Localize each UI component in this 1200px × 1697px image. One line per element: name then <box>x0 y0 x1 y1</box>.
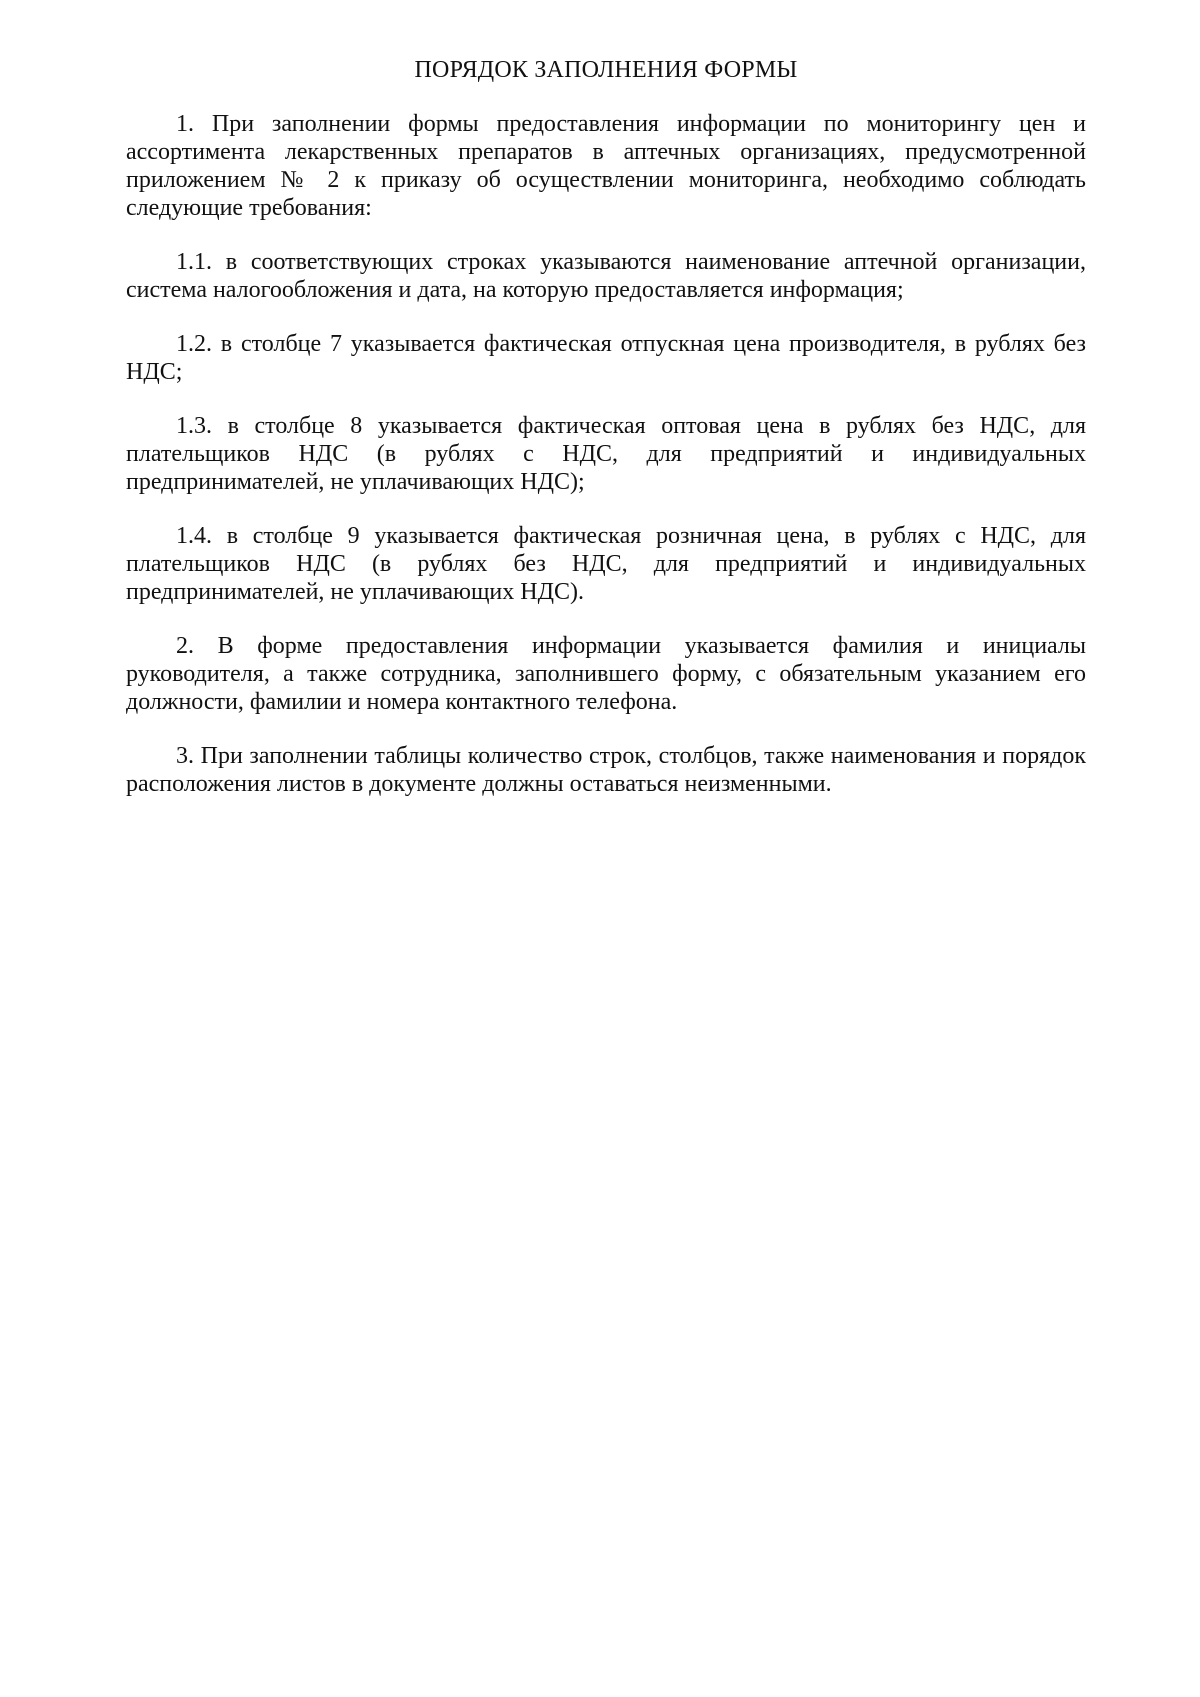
paragraph-1-3: 1.3. в столбце 8 указывается фактическая оптовая цена в рублях без НДС, для плательщиков НДС (в рублях с НДС, для предприятий и индивидуальных предпринимателей, не уплачивающих НДС); <box>126 413 1086 495</box>
paragraph-3: 3. При заполнении таблицы количество строк, столбцов, также наименования и порядок расположения листов в документе должны оставаться неизменными. <box>126 743 1086 797</box>
paragraph-1: 1. При заполнении формы предоставления информации по мониторингу цен и ассортимента лекарственных препаратов в аптечных организациях, предусмотренной приложением № 2 к приказу об осуществлении мониторинга, необходимо соблюдать следующие требования: <box>126 111 1086 221</box>
paragraph-1-2: 1.2. в столбце 7 указывается фактическая отпускная цена производителя, в рублях без НДС; <box>126 331 1086 385</box>
document-title: ПОРЯДОК ЗАПОЛНЕНИЯ ФОРМЫ <box>414 57 798 83</box>
document-body <box>126 56 1086 824</box>
paragraph-2: 2. В форме предоставления информации указывается фамилия и инициалы руководителя, а также сотрудника, заполнившего форму, с обязательным указанием его должности, фамилии и номера контактного телефона. <box>126 633 1086 715</box>
paragraph-1-4: 1.4. в столбце 9 указывается фактическая розничная цена, в рублях с НДС, для плательщиков НДС (в рублях без НДС, для предприятий и индивидуальных предпринимателей, не уплачивающих НДС). <box>126 523 1086 605</box>
paragraph-1-1: 1.1. в соответствующих строках указываются наименование аптечной организации, система налогообложения и дата, на которую предоставляется информация; <box>126 249 1086 303</box>
